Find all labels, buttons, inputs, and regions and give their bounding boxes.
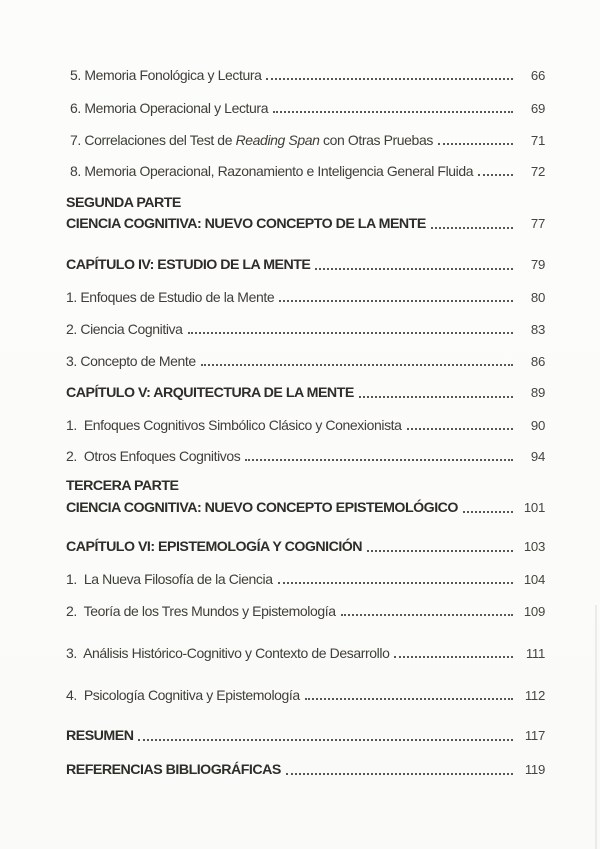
toc-entry-page: 117 (524, 728, 545, 743)
dot-leader (463, 510, 513, 513)
toc-entry (70, 163, 545, 179)
toc-entry (66, 353, 545, 369)
toc-entry-page: 94 (530, 449, 545, 464)
dot-leader (201, 363, 513, 366)
toc-entry-page: 83 (530, 322, 545, 337)
toc-part-header (66, 478, 545, 494)
toc-chapter-label: CAPÍTULO V: ARQUITECTURA DE LA MENTE (66, 385, 354, 401)
toc-part-label: TERCERA PARTE (66, 478, 179, 494)
toc-part-label: SEGUNDA PARTE (66, 195, 181, 211)
toc-entry-page: 77 (530, 216, 545, 231)
toc-entry-page: 72 (530, 164, 545, 179)
toc-entry-label: 2. Otros Enfoques Cognitivos (66, 448, 241, 464)
toc-chapter-header (66, 385, 545, 401)
dot-leader (438, 142, 513, 145)
scan-page-edge-line (595, 605, 597, 849)
dot-leader (478, 173, 513, 176)
dot-leader (305, 697, 513, 700)
toc-entry-label: 6. Memoria Operacional y Lectura (70, 100, 269, 116)
toc-entry-label (70, 132, 433, 148)
toc-entry-label: 8. Memoria Operacional, Razonamiento e Inteligencia General Fluida (70, 163, 474, 179)
toc-entry-page: 103 (523, 539, 545, 554)
toc-entry (66, 448, 545, 464)
toc-entry (70, 132, 545, 148)
toc-entry-page: 109 (523, 604, 545, 619)
toc-chapter-header (66, 539, 545, 555)
toc-chapter-header (66, 257, 545, 273)
toc-entry-page: 111 (525, 646, 545, 661)
toc-entry (70, 67, 545, 83)
toc-entry-page: 119 (524, 762, 545, 777)
toc-entry-page: 80 (530, 290, 545, 305)
toc-entry-label: 1. La Nueva Filosofía de la Ciencia (66, 571, 273, 587)
toc-chapter-header (66, 762, 545, 778)
toc-entry-page: 69 (530, 101, 545, 116)
toc-entry (70, 100, 545, 116)
dot-leader (315, 267, 513, 270)
toc-chapter-header (66, 728, 545, 744)
toc-entry-label: 3. Concepto de Mente (66, 353, 196, 369)
dot-leader (431, 226, 513, 229)
dot-leader (138, 738, 513, 741)
toc-entry (66, 687, 545, 703)
toc-entry-page: 101 (523, 500, 545, 515)
toc-part-label: CIENCIA COGNITIVA: NUEVO CONCEPTO EPISTEMOLÓGICO (66, 500, 458, 516)
toc-entry-label: 2. Teoría de los Tres Mundos y Epistemología (66, 603, 336, 619)
dot-leader (273, 110, 513, 113)
dot-leader (394, 655, 513, 658)
toc-entry-label-post: con Otras Pruebas (319, 132, 433, 148)
dot-leader (407, 427, 513, 430)
toc-part-header (66, 500, 545, 516)
dot-leader (367, 549, 513, 552)
dot-leader (278, 581, 513, 584)
dot-leader (341, 613, 513, 616)
toc-entry (66, 645, 545, 661)
toc-entry-page: 104 (523, 572, 545, 587)
toc-entry-page: 79 (530, 257, 545, 272)
toc-entry-page: 112 (524, 688, 545, 703)
dot-leader (245, 458, 513, 461)
toc-entry (66, 603, 545, 619)
toc-chapter-label: REFERENCIAS BIBLIOGRÁFICAS (66, 762, 281, 778)
dot-leader (286, 772, 513, 775)
toc-entry-label: 5. Memoria Fonológica y Lectura (70, 67, 262, 83)
toc-entry-page: 66 (530, 68, 545, 83)
toc-part-label: CIENCIA COGNITIVA: NUEVO CONCEPTO DE LA MENTE (66, 216, 426, 232)
toc-entry-label: 3. Análisis Histórico-Cognitivo y Contexto de Desarrollo (66, 645, 390, 661)
dot-leader (188, 331, 513, 334)
toc-entry-label: 1. Enfoques Cognitivos Simbólico Clásico y Conexionista (66, 417, 402, 433)
toc-entry-page: 86 (530, 354, 545, 369)
toc-part-header (66, 216, 545, 232)
toc-entry (66, 571, 545, 587)
toc-chapter-label: CAPÍTULO IV: ESTUDIO DE LA MENTE (66, 257, 311, 273)
toc-entry (66, 321, 545, 337)
dot-leader (266, 77, 513, 80)
toc-part-header (66, 195, 545, 211)
toc-chapter-label: CAPÍTULO VI: EPISTEMOLOGÍA Y COGNICIÓN (66, 539, 363, 555)
dot-leader (279, 299, 513, 302)
toc-entry-label-pre: 7. Correlaciones del Test de (70, 132, 236, 148)
toc-entry-label-italic: Reading Span (235, 132, 320, 148)
toc-entry-page: 71 (530, 133, 545, 148)
toc-entry-label: 4. Psicología Cognitiva y Epistemología (66, 687, 300, 703)
toc-entry (66, 289, 545, 305)
toc-entry (66, 417, 545, 433)
dot-leader (359, 395, 513, 398)
toc-entry-page: 89 (530, 385, 545, 400)
toc-chapter-label: RESUMEN (66, 728, 134, 744)
toc-entry-page: 90 (530, 418, 545, 433)
toc-entry-label: 1. Enfoques de Estudio de la Mente (66, 289, 275, 305)
toc-entry-label: 2. Ciencia Cognitiva (66, 321, 183, 337)
